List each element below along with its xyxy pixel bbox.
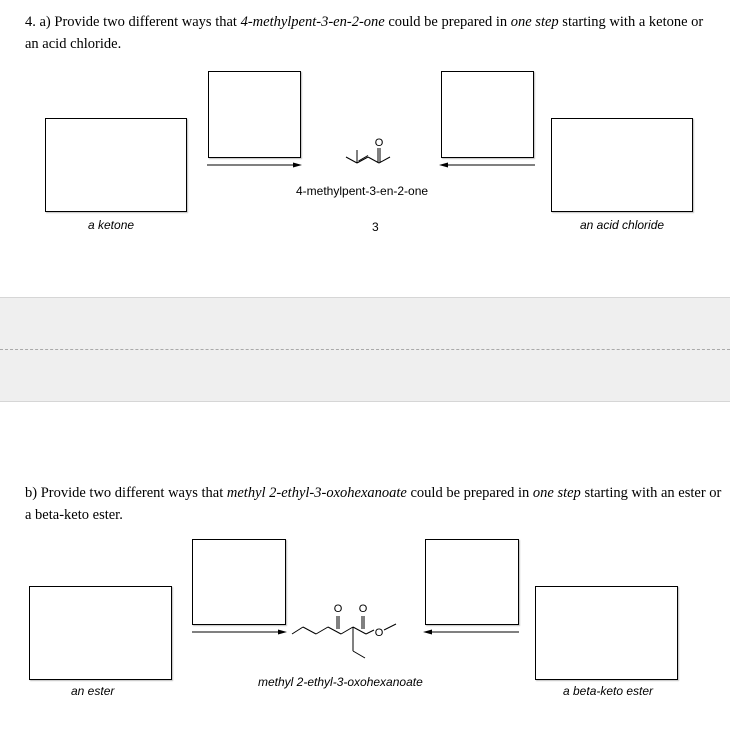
question-b-prefix: b) Provide two different ways that: [25, 485, 227, 501]
atom-oxygen-b1: O: [333, 603, 343, 615]
question-a: [25, 11, 715, 55]
structure-methyl-2-ethyl-3-oxohexanoate: [288, 596, 413, 672]
label-ketone: a ketone: [88, 218, 135, 232]
product-name-b: methyl 2-ethyl-3-oxohexanoate: [258, 675, 423, 689]
answer-box-ketone[interactable]: [45, 118, 187, 212]
atom-oxygen-b2: O: [358, 603, 368, 615]
reagent-box-b-right[interactable]: [425, 539, 519, 625]
label-beta-keto-ester: a beta-keto ester: [563, 684, 654, 698]
answer-box-ester[interactable]: [29, 586, 172, 680]
compound-number: 3: [372, 220, 379, 234]
question-a-mid: could be prepared in: [384, 14, 511, 30]
reaction-arrow-b-left: [192, 627, 288, 637]
separator-band: [0, 297, 730, 402]
question-a-compound: 4-methylpent-3-en-2-one: [240, 14, 385, 30]
question-a-suffix: starting with a ketone or an acid chloride.: [25, 14, 704, 52]
structure-4-methylpent-3-en-2-one: [340, 132, 402, 182]
reaction-arrow-a-right: [437, 160, 535, 170]
question-b: [25, 482, 728, 526]
reaction-arrow-a-left: [207, 160, 303, 170]
question-a-one-step: one step: [510, 14, 559, 30]
product-name-a: 4-methylpent-3-en-2-one: [296, 184, 429, 198]
reagent-box-b-left[interactable]: [192, 539, 286, 625]
label-acid-chloride: an acid chloride: [580, 218, 665, 232]
label-ester: an ester: [71, 684, 115, 698]
reagent-box-a-left[interactable]: [208, 71, 301, 158]
question-b-compound: methyl 2-ethyl-3-oxohexanoate: [226, 485, 407, 501]
separator-dashed-line: [0, 349, 730, 350]
answer-box-beta-keto-ester[interactable]: [535, 586, 678, 680]
question-a-prefix: 4. a) Provide two different ways that: [25, 14, 241, 30]
question-b-suffix: starting with an ester or a beta-keto ester.: [25, 485, 722, 523]
answer-box-acid-chloride[interactable]: [551, 118, 693, 212]
atom-oxygen-a: O: [374, 137, 384, 149]
question-b-one-step: one step: [532, 485, 581, 501]
reaction-arrow-b-right: [421, 627, 519, 637]
atom-oxygen-b3: O: [374, 627, 384, 639]
reagent-box-a-right[interactable]: [441, 71, 534, 158]
question-b-mid: could be prepared in: [406, 485, 533, 501]
